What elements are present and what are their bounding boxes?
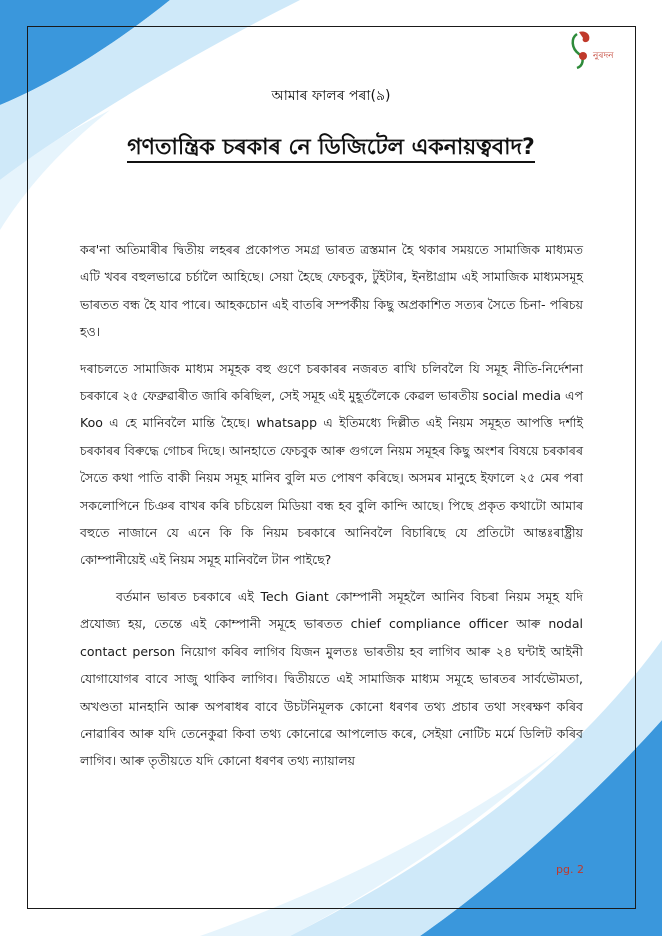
page-number: pg. 2 [556,863,584,876]
brand-logo [567,28,633,72]
paragraph-3: বৰ্তমান ভাৰত চৰকাৰে এই Tech Giant কোম্পানী সমূহলৈ আনিব বিচৰা নিয়ম সমূহ যদি প্ৰযোজ্য হয়, তেন্তে এই কোম্পানী সমূহে ভাৰতত chief compliance officer আৰু nodal contact person নিয়োগ কৰিব লাগিব যিজন মুলতঃ ভাৰতীয় হব লাগিব আৰু ২৪ ঘন্টাই আইনী যোগাযোগৰ বাবে সাজু থাকিব লাগিব। দ্বিতীয়তে এই সামাজিক মাধ্যম সমূহে ভাৰতৰ সাৰ্বভৌমতা, অখণ্ডতা মানহানি আৰু অপৰাধৰ বাবে উচটনিমূলক কোনো ধৰণৰ তথ্য প্ৰচাৰ তথা সংৰক্ষণ কৰিব নোৱাৰিব আৰু যদি তেনেকুৱা কিবা তথ্য কোনোৱে আপলোড কৰে, সেইয়া নোটিচ মৰ্মে ডিলিট কৰিব লাগিব। আৰু তৃতীয়তে যদি কোনো ধৰণৰ তথ্য ন্যায়ালয় [80,588,583,769]
series-label: আমাৰ ফালৰ পৰা(৯) [271,88,391,104]
paragraph-1: কৰ'না অতিমাৰীৰ দ্বিতীয় লহৰৰ প্ৰকোপত সমগ্ৰ ভাৰত ত্ৰস্তমান হৈ থকাৰ সময়তে সামাজিক মাধ্যমত এটি খবৰ বহুলভাৱে চৰ্চালৈ আহিছে। সেয়া হৈছে ফেচবুক, টুইটাৰ, ইনষ্টাগ্ৰাম এই সামাজিক মাধ্যমসমূহ ভাৰতত বন্ধ হৈ যাব পাৰে। আহকচোন এই বাতৰি সম্পৰ্কীয় কিছু অপ্ৰকাশিত সত্যৰ সৈতে চিনা- পৰিচয় হও। [80,242,583,340]
page-title-text: গণতান্ত্রিক চৰকাৰ নে ডিজিটেল একনায়ত্ববাদ? [127,135,535,163]
paragraph-2: দৰাচলতে সামাজিক মাধ্যম সমূহক বহু গুণে চৰকাৰৰ নজৰত ৰাখি চলিবলৈ যি সমূহ নীতি-নিৰ্দেশনা চৰকাৰে ২৫ ফেব্ৰুৱাৰীত জাৰি কৰিছিল, সেই সমূহ এই মুহূৰ্তলৈকে কেৱল ভাৰতীয় social media এপ Koo এ হে মানিবলৈ মান্তি হৈছে। whatsapp এ ইতিমধ্যে দিল্লীত এই নিয়ম সমূহত আপত্তি দৰ্শাই চৰকাৰৰ বিৰুদ্ধে গোচৰ দিছে। আনহাতে ফেচবুক আৰু গুগলে নিয়ম সমূহৰ কিছু অংশৰ বিষয়ে চৰকাৰৰ সৈতে কথা পাতি বাকী নিয়ম সমূহ মানিব বুলি মত পোষণ কৰিছে। অসমৰ মানুহে ইফালে ২৫ মেৰ পৰা সকলোপিনে চিঞৰ বাখৰ কৰি চচিয়েল মিডিয়া বন্ধ হব বুলি কান্দি আছে। পিছে প্ৰকৃত কথাটো আমাৰ বহুতে নাজানে যে এনে কি কি নিয়ম চৰকাৰে আনিবলৈ বিচাৰিছে যে প্ৰতিটো আন্তঃৰাষ্ট্ৰীয় কোম্পানীয়েই এই নিয়ম সমূহ মানিবলৈ টান পাইছে? [80,360,583,568]
svg-text:নুৰদন: নুৰদন [593,51,614,61]
article-body [80,236,583,784]
page-title [0,130,662,167]
